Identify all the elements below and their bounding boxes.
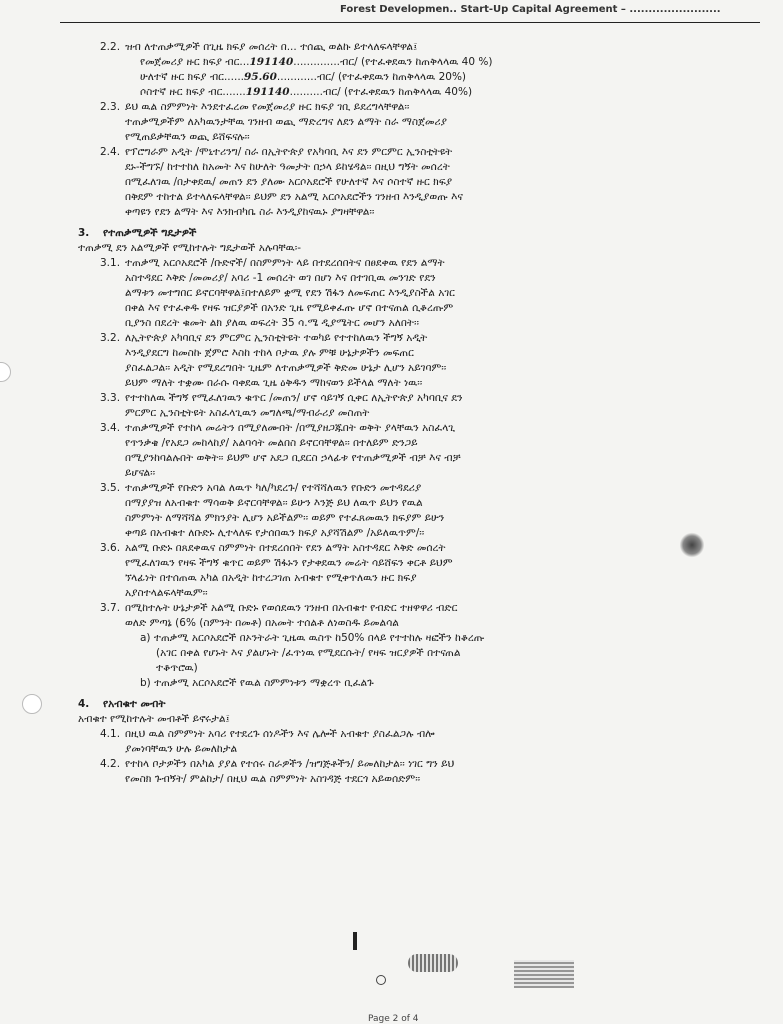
clause-text: ተጠቃሚዎች የተከላ መሬትን በሚያለሙበት /በሚያዘጋጁበት ወቅት ያላቸዉን አስፈላጊ (125, 422, 456, 434)
clause-text: የሚጠይቃቸዉን ወጪ ይሸፍናሉ፡፡ (125, 131, 250, 143)
clause-text: ያስፈልጋል፡፡ አዲት የሚደረግበት ጊዜም ለተጠቃሚዎች ቅድመ ሁኔታ ሊሆን አይገባም፡፡ (125, 362, 447, 374)
text-line (78, 55, 728, 70)
text-line (78, 286, 728, 301)
text-line (78, 115, 728, 130)
clause-text: የጥንቃቄ /የአደጋ መከላከያ/ አልባሳት መልበስ ይኖርባቸዋል፡፡ በተለይም ድንጋይ (125, 437, 418, 449)
clause-number: 2.2. (100, 41, 121, 53)
clause-text: ተጠቃሚ ደን አልሚዎች የሚከተሉት ግዴታወች አሉባቸዉ፡- (78, 242, 302, 254)
clause-text: የፕሮግራም አዲት /ሞኒተሪንግ/ ስራ በኢትዮጵያ የአካባቢ እና ደን ምርምር ኢንስቲትዩት (125, 146, 453, 158)
clause-text-tail: ..............ብር/ (የተፈቀደዉን ከጠቅላላዉ 40 %) (293, 56, 493, 68)
clause-number: 2.4. (100, 146, 121, 158)
clause-text: አያስተላልፍላቸዉም፡፡ (125, 587, 208, 599)
clause-number: 3.1. (100, 257, 121, 269)
ink-smudge (680, 532, 704, 558)
clause-text: ልማቱን መተግበር ይኖርባቸዋል፤በተለይም ቋሚ የደን ሽፋን ለመፍጠር እንዲያስችል አገር (125, 287, 455, 299)
text-line (78, 271, 728, 286)
clause-line (78, 481, 728, 496)
page-number: Page 2 of 4 (368, 1014, 419, 1024)
text-line (78, 616, 728, 631)
text-line (78, 130, 728, 145)
ink-circle (376, 975, 386, 985)
stamp-mark (408, 954, 458, 972)
clause-text: ስምምነት ለማሻሻል ምክንያት ሊሆን አይችልም፡፡ ወይም የተፈጸመዉን ክፍያም ይሁን (125, 512, 445, 524)
handwritten-amount: 191140 (249, 56, 294, 68)
clause-text: የሚፈለገዉን የዛፍ ችግኝ ቁጥር ወይም ሽፋኑን የታቀደዉን መሬት ሳይሸፍን ቀርቶ ይህም (125, 557, 453, 569)
text-line (78, 661, 728, 676)
text-line (78, 160, 728, 175)
clause-text: በሚከተሉት ሁኔታዎች አልሚ ቡድኑ የወሰደዉን ገንዘብ በአብቁተ የብድር ተዘዋዋሪ ብድር (125, 602, 458, 614)
text-line (78, 496, 728, 511)
clause-text: የተከላ ቦታዎችን በአካል ያያል የተሰሩ ስራዎችን /ዝግጅቶችን/ ይመለከታል፡፡ ነገር ግን ይህ (125, 758, 455, 770)
text-line (78, 361, 728, 376)
clause-text: ተጠቃሚዎችም ለአካዉንታቸዉ ገንዘብ ወጪ ማድረግና ለደን ልማት ስራ ማስጀመሪያ (125, 116, 448, 128)
text-line (78, 676, 728, 691)
text-line (78, 466, 728, 481)
text-line (78, 586, 728, 601)
clause-text: አልሚ ቡድኑ በጸደቀዉና ስምምነት በተደረሰበት የደን ልማት አስተዳደር እቅድ መሰረት (125, 542, 446, 554)
clause-number: 3.6. (100, 542, 121, 554)
clause-text: በቀል እና የተፈቀዱ የዛፍ ዝርያዎች በአንድ ጊዜ የሚይቀፈጡ ሆኖ በተናጠል ሲቆረጡም (125, 302, 454, 314)
text-line (78, 742, 728, 757)
clause-text: በሚፈለገዉ /በታቀደዉ/ መጠን ደን ያለሙ አርሶአደሮች የሁለተኛ እና ሶስተኛ ዙር ክፍያ (125, 176, 453, 188)
clause-text-tail: ............ብር/ (የተፈቀደዉን ከጠቅላላዉ 20%) (276, 71, 467, 83)
clause-number: 4. (78, 698, 90, 710)
clause-text: ተጠቃሚዎች የቡድን አባል ለዉጥ ካለ/ካደረጉ/ የተሻሻለዉን የቡድን መተዳደሪያ (125, 482, 422, 494)
clause-text: አስተዳደር እቅድ /መመሪያ/ አባሪ -1 መሰረት ወገ በሆነ እና በተገቢዉ መንገድ የደን (125, 272, 436, 284)
clause-text: አብቁተ የሚከተሉት መብቶች ይኖሩታል፤ (78, 713, 230, 725)
text-line (78, 712, 728, 727)
text-line (78, 406, 728, 421)
clause-text: ይህ ዉል ስምምነት እንደተፈረመ የመጀመሪያ ዙር ክፍያ ገቢ ይደረግላቸዋል፡፡ (125, 101, 410, 113)
stamp-block (514, 960, 574, 988)
text-line (78, 205, 728, 220)
text-line (78, 526, 728, 541)
text-line (78, 301, 728, 316)
clause-line (78, 727, 728, 742)
text-line (78, 241, 728, 256)
clause-text: ይህም ማለት ተቋሙ በራሱ ባቀደዉ ጊዜ ዕቅዱን ማከናወን ይችላል ማለት ነዉ፡፡ (125, 377, 423, 389)
clause-text: በዚህ ዉል ስምምነት አባሪ የተደረጉ ሰነዶችን እና ሌሎች አብቁተ ያስፈልጋሉ ብሎ (125, 728, 435, 740)
clause-text: ዝብ ለተጠቃሚዎች በጊዜ ክፍያ መሰረት በ... ተሰጪ ወልኩ ይተላለፍላቸዋል፤ (125, 41, 418, 53)
clause-text: ቢያንስ በደረት ቁመት ልክ ያለዉ ወፍረት 35 ሳ.ሜ ዲያሜትር መሆን አለበት፡፡ (125, 317, 419, 329)
ink-mark (353, 932, 357, 950)
clause-text: (አገር በቀል የሆኑት እና ያልሆኑት /ፈጥነዉ የሚደርሱት/ የዛፍ ዝርያዎች በተናጠል (156, 647, 461, 659)
clause-text-tail: ..........ብር/ (የተፈቀደዉን ከጠቅላላዉ 40%) (289, 86, 473, 98)
text-line (78, 772, 728, 787)
text-line (78, 631, 728, 646)
text-line (78, 436, 728, 451)
clause-line (78, 226, 728, 241)
clause-line (78, 331, 728, 346)
clause-text: ምርምር ኢንስቲትዩት አስፈላጊዉን መግለጫ/ማብራሪያ መስጠት (125, 407, 370, 419)
clause-text: የአብቁተ መብት (103, 698, 166, 710)
text-line (78, 646, 728, 661)
clause-text: ለኢትዮጵያ አካባቢና ደን ምርምር ኢንስቲትዩት ተወካይ የተተከለዉን ችግኝ አዲት (125, 332, 428, 344)
page-header: Forest Developmen.. Start-Up Capital Agreement – ........................ (340, 4, 721, 15)
clause-text: a) ተጠቃሚ አርሶአደሮች በኦንትራት ጊዜዉ ዉስጥ ከ50% በላይ የተተከሉ ዛፎችን ከቆረጡ (140, 632, 485, 644)
clause-text: የመስክ ጉብኝት/ ምልከታ/ በዚህ ዉል ስምምነት አስገዳጅ ተደርጎ አይወሰድም፡፡ (125, 773, 421, 785)
text-line (78, 175, 728, 190)
punch-hole (22, 694, 42, 714)
clause-text: ሶስተኛ ዙር ክፍያ ብር....... (140, 86, 246, 98)
clause-line (78, 145, 728, 160)
clause-text: ደኑ-ችግኙ/ ከተተከለ ከአመት እና ከሁለት ዓመታት በኃላ ይከሄዳል፡፡ በዚህ ግኝት መሰረት (125, 161, 450, 173)
clause-text: ሁለተኛ ዙር ክፍያ ብር...... (140, 71, 244, 83)
clause-text: ተቆጥሮዉ) (156, 662, 198, 674)
handwritten-amount: 95.60 (244, 71, 277, 83)
clause-text: ቀጣይ በአብቁተ ለቡድኑ ሊተላለፍ የታሰበዉን ክፍያ አያሻሽልም /አይለዉጥም/፡፡ (125, 527, 425, 539)
clause-line (78, 757, 728, 772)
text-line (78, 451, 728, 466)
text-line (78, 511, 728, 526)
clause-number: 4.2. (100, 758, 121, 770)
clause-text: ያመነባቸዉን ሁሉ ይመለከታል (125, 743, 238, 755)
clause-text: ቀጣዩን የደን ልማት እና እንክብካቤ ስራ እንዲያከናዉኑ ያግዛቸዋል፡፡ (125, 206, 375, 218)
handwritten-amount: 191140 (245, 86, 290, 98)
text-line (78, 190, 728, 205)
clause-text: የመጀመሪያ ዙር ክፍያ ብር... (140, 56, 250, 68)
clause-text: የተጠቃሚዎች ግዴታዎች (103, 227, 197, 239)
clause-number: 3.5. (100, 482, 121, 494)
clause-text: እንዲያደርግ ከመስኩ ጀምሮ እስከ ተከላ ቦታዉ ያሉ ምቹ ሁኔታዎችን መፍጠር (125, 347, 414, 359)
clause-line (78, 697, 728, 712)
clause-number: 2.3. (100, 101, 121, 113)
text-line (78, 316, 728, 331)
clause-number: 3.3. (100, 392, 121, 404)
clause-line (78, 100, 728, 115)
punch-hole (0, 362, 11, 382)
clause-line (78, 601, 728, 616)
clause-text: በማያያዝ ለአብቁተ ማሳወቅ ይኖርባቸዋል፡፡ ይሁን እንጅ ይህ ለዉጥ ይህን የዉል (125, 497, 423, 509)
clause-line (78, 421, 728, 436)
clause-text: ኘላፊነት በተሰጠዉ አካል በአዲት ከተረጋገጠ አብቁተ የሚቀጥለዉን ዙር ክፍያ (125, 572, 417, 584)
clause-number: 3. (78, 227, 90, 239)
clause-line (78, 256, 728, 271)
clause-text: በሚያንከባልሉበት ወቅት፡፡ ይህም ሆኖ አደጋ ቢደርስ ኃላፊቱ የተጠቃሚዎች ብቻ እና ብቻ (125, 452, 461, 464)
header-rule (60, 22, 760, 23)
clause-text: በቅደም ተከተል ይተላለፍላቸዋል፡፡ ይህም ደን አልሚ አርሶአደሮችን ገንዘብ እንዲያወጡ እና (125, 191, 463, 203)
text-line (78, 571, 728, 586)
clause-number: 3.7. (100, 602, 121, 614)
clause-text: የተተከለዉ ችግኝ የሚፈለገዉን ቁጥር /መጠን/ ሆኖ ሳይገኝ ሲቀር ለኢትዮጵያ አካባቢና ደን (125, 392, 463, 404)
clause-text: ተጠቃሚ አርሶአደሮች /ቡድኖች/ በስምምነት ላይ በተደረሰበትና በፀደቀዉ የደን ልማት (125, 257, 445, 269)
text-line (78, 376, 728, 391)
agreement-body (78, 40, 728, 787)
text-line (78, 85, 728, 100)
text-line (78, 556, 728, 571)
clause-text: b) ተጠቃሚ አርሶአደሮች የዉል ስምምነቱን ማቋረጥ ቢፈልጉ (140, 677, 374, 689)
clause-line (78, 391, 728, 406)
clause-text: ይሆናል፡፡ (125, 467, 156, 479)
clause-number: 3.4. (100, 422, 121, 434)
clause-number: 4.1. (100, 728, 121, 740)
clause-line (78, 541, 728, 556)
text-line (78, 346, 728, 361)
clause-text: ወለድ ምጣኔ (6% (ስምንት በመቶ) በአመት ተሰልቶ ለነወስዱ ይመልሳል (125, 617, 399, 629)
clause-number: 3.2. (100, 332, 121, 344)
clause-line (78, 40, 728, 55)
text-line (78, 70, 728, 85)
